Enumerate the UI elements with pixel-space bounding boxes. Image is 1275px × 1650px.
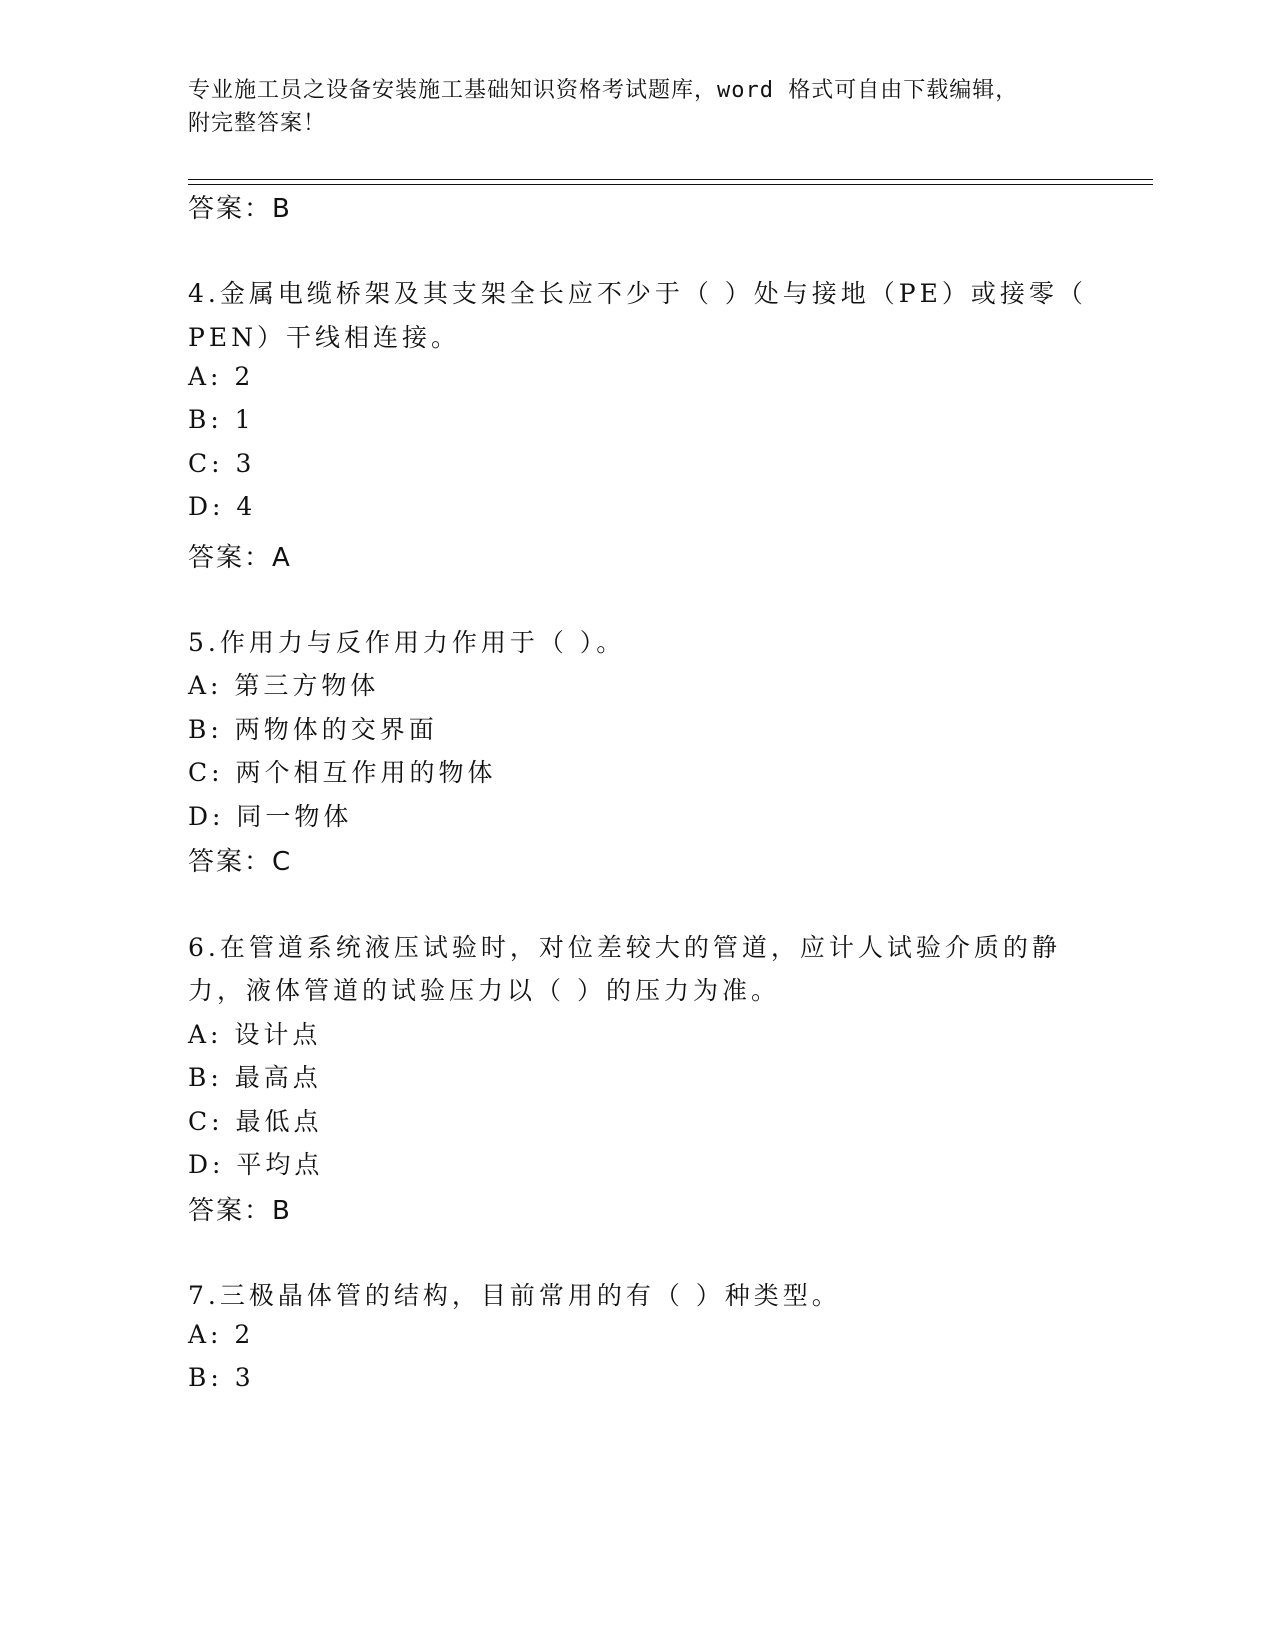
question-stem: 6.在管道系统液压试验时，对位差较大的管道，应计人试验介质的静: [188, 933, 1061, 962]
option-a: A: 2: [188, 1320, 255, 1349]
question-stem: 7.三极晶体管的结构，目前常用的有（ ）种类型。: [188, 1281, 841, 1310]
option-a: A: 2: [188, 362, 255, 391]
option-b: B: 3: [188, 1363, 255, 1392]
option-d: D: 同一物体: [188, 802, 353, 831]
previous-answer: 答案：B: [188, 194, 292, 224]
option-d: D: 4: [188, 492, 257, 521]
question-stem-continued: 力，液体管道的试验压力以（ ）的压力为准。: [188, 976, 780, 1005]
option-b: B: 最高点: [188, 1063, 322, 1092]
document-header: [188, 74, 1088, 140]
answer: 答案：B: [188, 1196, 292, 1226]
option-b: B: 两物体的交界面: [188, 715, 438, 744]
option-c: C: 两个相互作用的物体: [188, 758, 497, 787]
option-a: A: 设计点: [188, 1020, 322, 1049]
option-b: B: 1: [188, 405, 255, 434]
header-line-1: 专业施工员之设备安装施工基础知识资格考试题库，word 格式可自由下载编辑，: [188, 78, 1019, 103]
question-stem: 4.金属电缆桥架及其支架全长应不少于（ ）处与接地（PE）或接零（: [188, 279, 1087, 308]
header-divider-bottom: [188, 184, 1153, 185]
header-divider-top: [188, 179, 1153, 180]
answer: 答案：A: [188, 543, 292, 573]
option-c: C: 最低点: [188, 1107, 323, 1136]
option-c: C: 3: [188, 449, 256, 478]
option-d: D: 平均点: [188, 1150, 324, 1179]
header-line-2: 附完整答案！: [188, 111, 327, 136]
question-stem: 5.作用力与反作用力作用于（ ）。: [188, 628, 626, 657]
option-a: A: 第三方物体: [188, 671, 380, 700]
answer: 答案：C: [188, 847, 293, 877]
question-stem-continued: PEN）干线相连接。: [188, 323, 460, 352]
